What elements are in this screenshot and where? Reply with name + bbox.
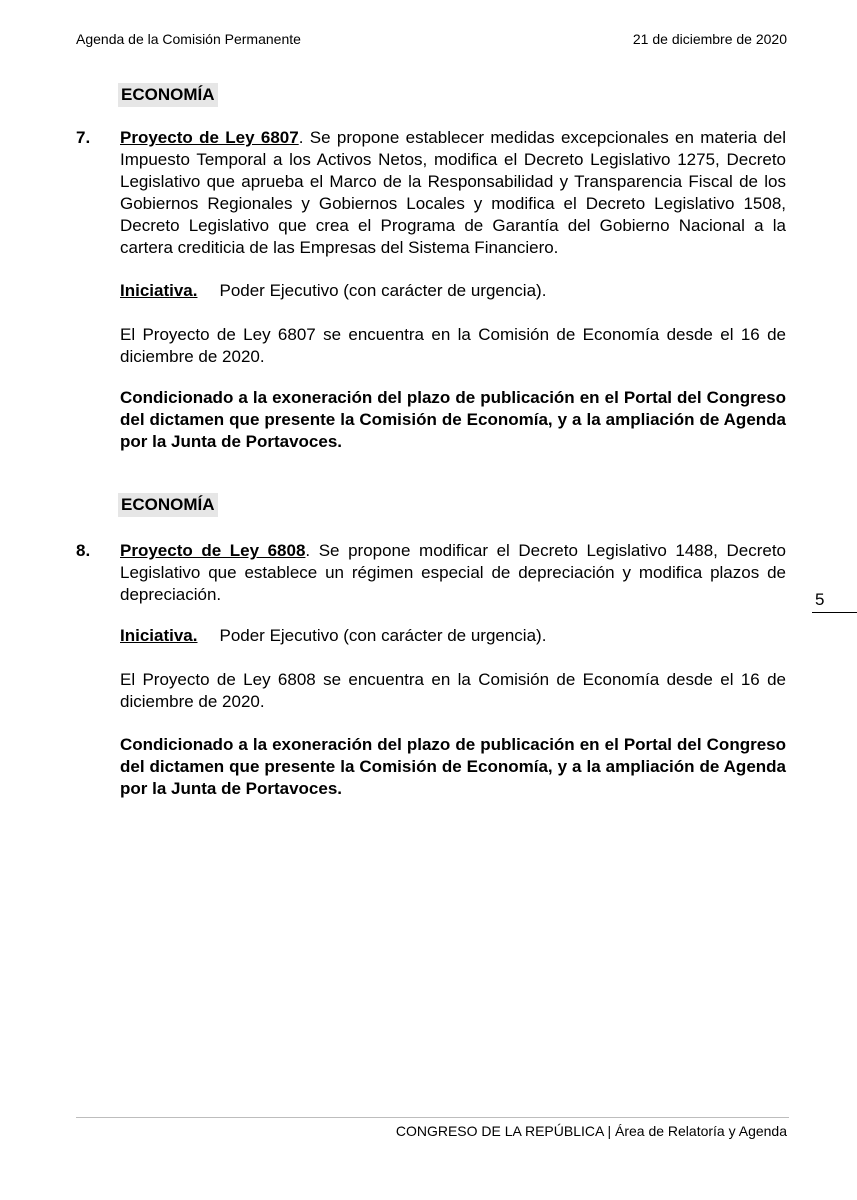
header-agenda-title: Agenda de la Comisión Permanente (76, 31, 301, 47)
item-number: 7. (76, 128, 91, 147)
status-text: El Proyecto de Ley 6807 se encuentra en la Comisión de Economía desde el 16 de diciembre de 2020. (120, 325, 786, 366)
section-label: ECONOMÍA (118, 493, 218, 517)
initiative-line (120, 280, 786, 302)
item-description (120, 127, 786, 259)
item-number: 8. (76, 541, 91, 560)
initiative-label: Iniciativa. (120, 626, 198, 645)
footer-text: CONGRESO DE LA REPÚBLICA | Área de Relatoría y Agenda (395, 1123, 787, 1139)
header-date: 21 de diciembre de 2020 (632, 31, 787, 47)
footer-rule (76, 1117, 789, 1118)
page-number: 5 (815, 590, 825, 609)
section-label: ECONOMÍA (118, 83, 218, 107)
condition-text: Condicionado a la exoneración del plazo de publicación en el Portal del Congreso del dictamen que presente la Comisión de Economía, y a la ampliación de Agenda por la Junta de Portavoces. (120, 388, 786, 451)
project-description: . Se propone modificar el Decreto Legislativo 1488, Decreto Legislativo que establece un régimen especial de depreciación y modifica plazos de depreciación. (120, 541, 786, 604)
page-number-rule (812, 612, 857, 613)
initiative-value: Poder Ejecutivo (con carácter de urgencia). (219, 626, 547, 645)
project-title-link[interactable]: Proyecto de Ley 6808 (120, 541, 306, 560)
initiative-value: Poder Ejecutivo (con carácter de urgencia). (219, 281, 547, 300)
initiative-line (120, 625, 786, 647)
status-text: El Proyecto de Ley 6808 se encuentra en la Comisión de Economía desde el 16 de diciembre de 2020. (120, 670, 786, 711)
initiative-label: Iniciativa. (120, 281, 198, 300)
item-description (120, 540, 786, 606)
condition-text: Condicionado a la exoneración del plazo de publicación en el Portal del Congreso del dictamen que presente la Comisión de Economía, y a la ampliación de Agenda por la Junta de Portavoces. (120, 735, 786, 798)
project-title-link[interactable]: Proyecto de Ley 6807 (120, 128, 299, 147)
project-description: . Se propone establecer medidas excepcionales en materia del Impuesto Temporal a los Activos Netos, modifica el Decreto Legislativo 1275, Decreto Legislativo que aprueba el Marco de la Responsabilidad y Transparencia Fiscal de los Gobiernos Regionales y Gobiernos Locales y modifica el Decreto Legislativo 1508, Decreto Legislativo que crea el Programa de Garantía del Gobierno Nacional a la cartera crediticia de las Empresas del Sistema Financiero. (120, 128, 786, 257)
